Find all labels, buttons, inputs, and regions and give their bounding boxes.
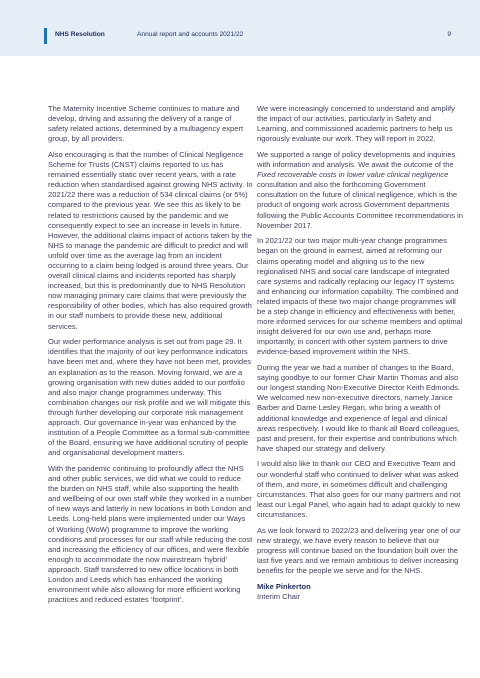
- page-number: 9: [447, 31, 451, 38]
- paragraph: As we look forward to 2022/23 and delivering year one of our new strategy, we have every reason to believe that our progress will continue based on the foundation built over the last five years and we remain ambitious to deliver increasing benefits for the people we serve and for the NHS.: [257, 525, 461, 575]
- signature-role: Interim Chair: [257, 591, 301, 601]
- paragraph: I would also like to thank our CEO and Executive Team and our wonderful staff who continued to deliver what was asked of them, and more, in sometimes difficult and challenging circumstances. That also goes for our many partners and not least our Legal Panel, who again had to adapt quickly to new circumstances.: [257, 459, 461, 519]
- paragraph: With the pandemic continuing to profoundly affect the NHS and other public services, we did what we could to reduce the burden on NHS staff, while also supporting the health and wellbeing of our own staff while they worked in a number of new ways and latterly in new locations in both London and Leeds. Long-held plans were implemented under our Ways of Working (WoW) programme to improve the working conditions and processes for our staff while reducing the cost and increasing the efficiency of our offices, and were flexible enough to accommodate the now mainstream ‘hybrid’ approach. Staff transferred to new office locations in both London and Leeds which has enhanced the working environment while also allowing for more efficient working practices and reduced estates ‘footprint’.: [48, 463, 253, 605]
- header-accent-bar: [44, 28, 47, 44]
- signature-name: Mike Pinkerton: [257, 581, 311, 591]
- paragraph-text: We supported a range of policy developments and inquiries with information and analysis. We await the outcome of the: [257, 149, 456, 170]
- paragraph: We were increasingly concerned to understand and amplify the impact of our activities, particularly in Safety and Learning, and commissioned academic partners to help us rigorously evaluate our work. They will report in 2022.: [257, 104, 455, 144]
- right-column: [257, 104, 464, 602]
- report-title: Annual report and accounts 2021/22: [137, 31, 244, 38]
- paragraph: Our wider performance analysis is set out from page 29. It identifies that the majority of our key performance indicators have been met and, where they have not been met, provides an explanation as to the reason. Moving forward, we are a growing organisation with new duties added to our portfolio and also major change programmes underway. This combination changes our risk profile and we will mitigate this through further developing our corporate risk management approach. Our governance in-year was enhanced by the institution of a People Committee as a formal sub-committee of the Board, ensuring we have additional scrutiny of people and organisational development matters.: [48, 337, 252, 458]
- left-column: [48, 104, 253, 611]
- organisation-name: NHS Resolution: [55, 31, 105, 38]
- paragraph: In 2021/22 our two major multi-year change programmes began on the ground in earnest, aimed at reforming our claims operating model and aligning us to the new regionalised NHS and social care landscape of integrated care systems and radically replacing our legacy IT systems and enhancing our information capability. The combined and related impacts of these two major change programmes will be a step change in efficiency and effectiveness with better, more informed services for our scheme members and optimal insight delivered for our own use and, perhaps more importantly, in concert with other system partners to drive evidence-based improvement within the NHS.: [257, 236, 463, 357]
- page-header: [0, 0, 480, 56]
- paragraph: During the year we had a number of changes to the Board, saying goodbye to our former Chair Martin Thomas and also our longest standing Non-Executive Director Keith Edmonds. We welcomed new non-executive directors, namely Janice Barber and Dame Lesley Regan, who bring a wealth of additional knowledge and experience of legal and clinical areas respectively. I would like to thank all Board colleagues, past and present, for their expertise and contributions which have shaped our strategy and delivery.: [257, 363, 461, 453]
- paragraph: [257, 150, 464, 231]
- paragraph: Also encouraging is that the number of Clinical Negligence Scheme for Trusts (CNST) claims reported to us has remained essentially static over recent years, with a rate reduction when standardised against growing NHS activity. In 2021/22 there was a reduction of 534 clinical claims (or 5%) compared to the previous year. We see this as likely to be related to restrictions caused by the pandemic and we consequently expect to see an increase in levels in future. However, the additional claims impact of actions taken by the NHS to manage the pandemic are difficult to predict and will unfold over time as the average lag from an incident occurring to a claim being lodged is around three years. Our overall clinical claims and incidents reported has sharply increased, but this is predominantly due to NHS Resolution now managing primary care claims that were previously the responsibility of other bodies, which has also required growth in our staff numbers to provide these new, additional services.: [48, 149, 253, 331]
- paragraph: The Maternity Incentive Scheme continues to mature and develop, driving and assuring the delivery of a range of safety related actions, determined by a multiagency expert group, by all providers.: [48, 104, 244, 144]
- paragraph-text: consultation and also the forthcoming Government consultation on the future of clinical negligence, which is the product of ongoing work across Government departments following the Public Accounts Committee recommendations in November 2017.: [257, 180, 463, 230]
- consultation-title: Fixed recoverable costs in lower value clinical negligence: [257, 170, 449, 180]
